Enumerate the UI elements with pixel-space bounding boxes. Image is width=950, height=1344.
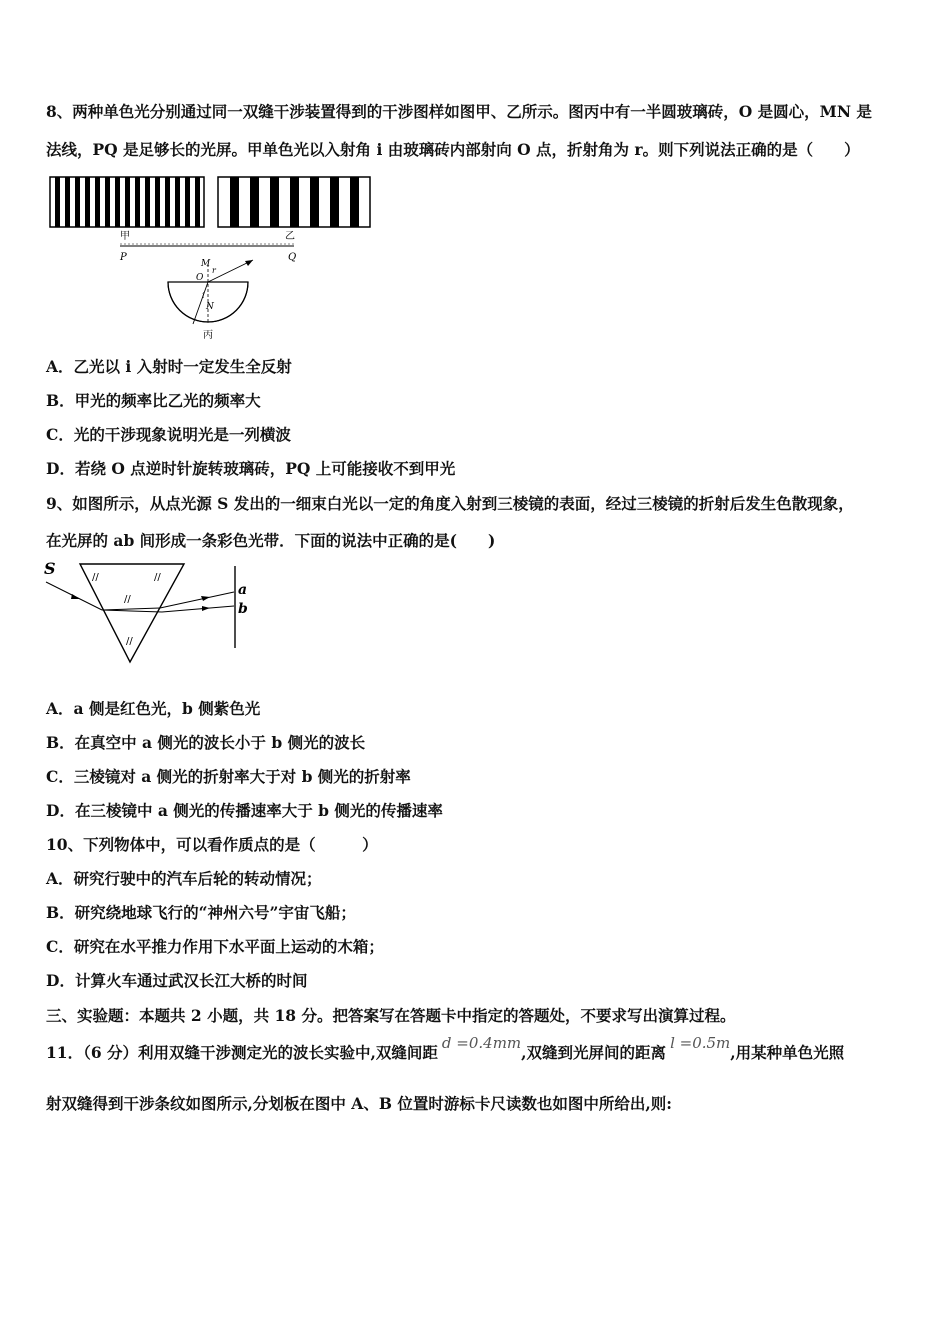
label-yi: 乙 [285, 231, 295, 242]
svg-text://: // [154, 572, 161, 583]
q8-option-a: A．乙光以 i 入射时一定发生全反射 [46, 357, 292, 376]
q9-option-d: D．在三棱镜中 a 侧光的传播速率大于 b 侧光的传播速率 [46, 801, 443, 820]
label-Q: Q [288, 252, 297, 263]
label-bing: 丙 [203, 330, 213, 341]
q8-stem-line1: 8、两种单色光分别通过同一双缝干涉装置得到的干涉图样如图甲、乙所示。图丙中有一半圆玻璃砖，O 是圆心，MN 是 [46, 102, 872, 121]
svg-text://: // [124, 594, 131, 605]
label-r: r [212, 266, 216, 275]
q10-option-a: A．研究行驶中的汽车后轮的转动情况； [46, 869, 322, 888]
q11-d-value: d =0.4mm [441, 1034, 522, 1052]
fringe-pattern-jia [50, 177, 204, 227]
svg-text://: // [126, 636, 133, 647]
q9-prism-figure [42, 558, 262, 668]
section3-heading: 三、实验题：本题共 2 小题，共 18 分。把答案写在答题卡中指定的答题处，不要求写出演算过程。 [46, 1006, 736, 1025]
label-a: a [238, 582, 248, 598]
q10-option-b: B．研究绕地球飞行的“神州六号”宇宙飞船； [46, 903, 356, 922]
q9-option-a: A．a 侧是红色光，b 侧紫色光 [46, 699, 261, 718]
q8-option-d: D．若绕 O 点逆时针旋转玻璃砖，PQ 上可能接收不到甲光 [46, 459, 456, 478]
label-N: N [206, 302, 214, 312]
label-M: M [201, 259, 211, 269]
q10-stem: 10、下列物体中，可以看作质点的是（ ） [46, 835, 378, 854]
svg-text://: // [92, 572, 99, 583]
label-jia: 甲 [120, 231, 130, 242]
q9-option-b: B．在真空中 a 侧光的波长小于 b 侧光的波长 [46, 733, 366, 752]
q11-l-value: l =0.5m [670, 1034, 731, 1052]
label-O: O [196, 273, 204, 283]
q11-line2: 射双缝得到干涉条纹如图所示,分划板在图中 A、B 位置时游标卡尺读数也如图中所给出,则: [46, 1094, 672, 1113]
q8-option-b: B．甲光的频率比乙光的频率大 [46, 391, 261, 410]
q11-line1 [46, 1034, 845, 1063]
q8-stem-line2: 法线，PQ 是足够长的光屏。甲单色光以入射角 i 由玻璃砖内部射向 O 点，折射角为 r。则下列说法正确的是（ ） [46, 140, 860, 159]
q9-stem-line1: 9、如图所示，从点光源 S 发出的一细束白光以一定的角度入射到三棱镜的表面，经过三棱镜的折射后发生色散现象， [46, 494, 854, 513]
q9-option-c: C．三棱镜对 a 侧光的折射率大于对 b 侧光的折射率 [46, 767, 411, 786]
q11-part3: ,用某种单色光照 [730, 1043, 845, 1062]
label-P: P [120, 252, 127, 263]
q8-option-c: C．光的干涉现象说明光是一列横波 [46, 425, 291, 444]
q8-figure [48, 174, 378, 344]
q10-option-d: D．计算火车通过武汉长江大桥的时间 [46, 971, 308, 990]
label-S: S [44, 559, 56, 578]
fringe-pattern-yi [218, 177, 370, 227]
label-b: b [238, 601, 248, 617]
q11-part1: 11．（6 分）利用双缝干涉测定光的波长实验中,双缝间距 [46, 1043, 438, 1062]
q10-option-c: C．研究在水平推力作用下水平面上运动的木箱； [46, 937, 384, 956]
q11-part2: ,双缝到光屏间的距离 [521, 1043, 667, 1062]
label-i: i [202, 291, 205, 300]
q9-stem-line2: 在光屏的 ab 间形成一条彩色光带．下面的说法中正确的是( ) [46, 531, 496, 550]
